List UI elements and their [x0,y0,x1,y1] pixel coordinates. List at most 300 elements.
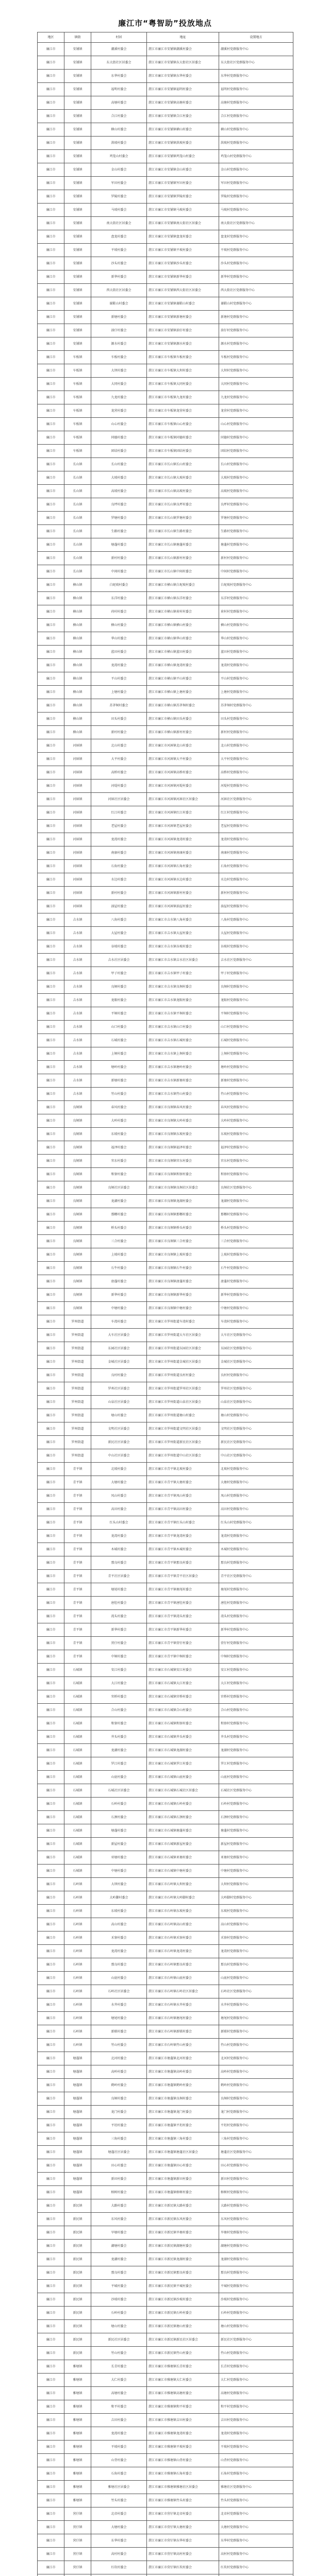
cell-town: 良垌镇 [64,1248,91,1262]
table-row [38,2280,293,2293]
cell-region: 廉江市 [38,1637,64,1650]
cell-village: 横山村委会 [91,619,147,632]
cell-village: 大屋村委会 [91,927,147,940]
cell-region: 廉江市 [38,954,64,967]
table-row [38,1998,293,2012]
cell-address: 湛江市廉江市石岭镇那良村委会 [147,1958,219,1972]
cell-region: 廉江市 [38,1275,64,1289]
cell-address: 湛江市廉江市车板镇山心村委会 [147,418,219,431]
table-row [38,230,293,244]
cell-region: 廉江市 [38,1878,64,1891]
table-row [38,1329,293,1342]
cell-address: 湛江市廉江市安铺镇马坡村委会 [147,204,219,217]
cell-village: 高坡村委会 [91,485,147,498]
cell-location: 东华村党群服务中心 [219,2534,293,2548]
cell-village: 良垌村委会 [91,980,147,994]
table-row [38,860,293,873]
cell-location: 井头村党群服务中心 [219,1731,293,1744]
table-row [38,1784,293,1798]
cell-location: 东坡村党群服务中心 [219,1128,293,1141]
cell-town: 吉水镇 [64,1088,91,1101]
cell-region: 廉江市 [38,2441,64,2454]
cell-village: 那良村委会 [91,1958,147,1972]
cell-location: 大同村党群服务中心 [219,378,293,391]
cell-town: 良垌镇 [64,1302,91,1315]
cell-location: 北帝村党群服务中心 [219,2507,293,2521]
cell-region: 廉江市 [38,592,64,605]
cell-region: 廉江市 [38,686,64,699]
cell-address: 湛江市廉江市石城镇官桥村委会 [147,1690,219,1704]
cell-location: 新村村党群服务中心 [219,887,293,900]
cell-address: 湛江市廉江市车板镇车板村委会 [147,351,219,364]
cell-town: 横山镇 [64,659,91,672]
cell-location: 平城村党群服务中心 [219,2280,293,2293]
cell-address: 湛江市廉江市安铺镇合江村委会 [147,110,219,123]
cell-town: 长山镇 [64,525,91,538]
cell-address: 湛江市廉江市雅塘镇山背村委会 [147,2454,219,2467]
table-row [38,217,293,230]
table-row [38,1101,293,1114]
cell-region: 廉江市 [38,1061,64,1074]
cell-village: 高田村委会 [91,1503,147,1516]
cell-town: 横山镇 [64,605,91,619]
cell-address: 湛江市廉江市青平镇高田村委会 [147,1503,219,1516]
cell-town: 石岭镇 [64,1931,91,1945]
cell-region: 廉江市 [38,1650,64,1664]
cell-address: 湛江市廉江市吉水镇谷坡村委会 [147,940,219,954]
cell-location: 文明社区党群服务中心 [219,1422,293,1436]
cell-region: 廉江市 [38,1315,64,1329]
cell-region: 廉江市 [38,2199,64,2213]
cell-location: 高田村党群服务中心 [219,1503,293,1516]
cell-location: 竹山村党群服务中心 [219,1088,293,1101]
cell-region: 廉江市 [38,70,64,83]
cell-town: 河唇镇 [64,753,91,766]
cell-region: 廉江市 [38,1972,64,1985]
table-row [38,1168,293,1181]
table-row [38,244,293,257]
cell-village: 大同村委会 [91,378,147,391]
cell-region: 廉江市 [38,994,64,1007]
cell-town: 石城镇 [64,1798,91,1811]
cell-village: 平坦村委会 [91,2119,147,2132]
table-row [38,2427,293,2441]
cell-village: 官东村委会 [91,1155,147,1168]
cell-address: 湛江市廉江市良垌镇桥头村委会 [147,1222,219,1235]
cell-location: 龙湖村党群服务中心 [219,2253,293,2266]
table-row [38,2441,293,2454]
cell-location: 横山村党群服务中心 [219,619,293,632]
table-row [38,1195,293,1208]
cell-region: 廉江市 [38,217,64,230]
cell-location: 亚塘村党群服务中心 [219,1851,293,1865]
table-row [38,2106,293,2119]
cell-town: 塘蓬镇 [64,2159,91,2173]
table-row [38,1677,293,1690]
table-row [38,1208,293,1222]
table-row [38,2199,293,2213]
cell-location: 谷坡村党群服务中心 [219,940,293,954]
cell-town: 安铺镇 [64,311,91,324]
cell-location: 塘岭村党群服务中心 [219,1061,293,1074]
cell-village: 木城村委会 [91,1543,147,1556]
table-row [38,2561,293,2574]
cell-town: 营仔镇 [64,2507,91,2521]
table-row [38,1382,293,1396]
cell-address: 湛江市廉江市塘蓬镇龙门村委会 [147,2106,219,2119]
cell-location: 湖塘村党群服务中心 [219,2240,293,2253]
cell-region: 廉江市 [38,458,64,471]
table-row [38,1047,293,1061]
cell-region: 廉江市 [38,1556,64,1570]
cell-town: 石岭镇 [64,1998,91,2012]
cell-town: 青平镇 [64,1570,91,1583]
cell-town: 石岭镇 [64,1918,91,1931]
cell-address: 湛江市廉江市长山镇中间村委会 [147,565,219,579]
cell-address: 湛江市廉江市营仔镇北帝村委会 [147,2507,219,2521]
cell-village: 大坝村委会 [91,364,147,378]
cell-region: 廉江市 [38,1007,64,1021]
cell-address: 湛江市廉江市安铺镇新塘村委会 [147,311,219,324]
cell-village: 山底村委会 [91,1771,147,1784]
cell-location: 和寮村党群服务中心 [219,1717,293,1731]
cell-address: 湛江市廉江市雅塘镇大仁村委会 [147,2374,219,2387]
table-row [38,913,293,927]
cell-location: 北山村党群服务中心 [219,739,293,753]
cell-village: 源水村委会 [91,337,147,351]
cell-address: 湛江市廉江市石岭镇竹山村委会 [147,2039,219,2052]
cell-location: 新屋村党群服务中心 [219,1838,293,1851]
cell-region: 廉江市 [38,2387,64,2400]
cell-address: 湛江市廉江市横山镇蓝田村委会 [147,646,219,659]
cell-village: 中山社区居委会 [91,1449,147,1463]
cell-town: 安铺镇 [64,43,91,56]
table-row [38,1637,293,1650]
table-row [38,1918,293,1931]
cell-region: 廉江市 [38,1891,64,1905]
cell-village: 和平村委会 [91,2400,147,2414]
table-row [38,2521,293,2534]
cell-location: 唐肚村党群服务中心 [219,1597,293,1610]
table-row [38,1516,293,1530]
table-row [38,1958,293,1972]
cell-town: 长山镇 [64,471,91,485]
cell-address: 湛江市廉江市横山镇横山村委会 [147,619,219,632]
cell-region: 廉江市 [38,2454,64,2467]
cell-village: 九龙村委会 [91,391,147,404]
table-row [38,1891,293,1905]
table-row [38,2253,293,2266]
cell-address: 湛江市廉江市车板镇团结村委会 [147,445,219,458]
cell-region: 廉江市 [38,2092,64,2106]
cell-town: 河唇镇 [64,766,91,779]
cell-town: 新民镇 [64,2347,91,2360]
cell-address: 湛江市廉江市罗州街道车湾村委会 [147,1315,219,1329]
table-row [38,1690,293,1704]
header-address: 地址 [147,32,219,43]
cell-location: 南大街社区党群服务中心 [219,217,293,230]
cell-region: 廉江市 [38,538,64,552]
cell-address: 湛江市廉江市吉水镇大屋村委会 [147,927,219,940]
cell-region: 廉江市 [38,2360,64,2374]
cell-region: 廉江市 [38,2159,64,2173]
cell-village: 合江村委会 [91,110,147,123]
cell-location: 那榔村党群服务中心 [219,1208,293,1222]
cell-address: 湛江市廉江市长山镇新村村委会 [147,552,219,565]
cell-village: 那榔村委会 [91,1208,147,1222]
cell-location: 良垌村党群服务中心 [219,980,293,994]
cell-location: 盘龙村党群服务中心 [219,230,293,244]
cell-region: 廉江市 [38,2266,64,2280]
cell-region: 廉江市 [38,1690,64,1704]
table-row [38,605,293,619]
cell-town: 良垌镇 [64,1168,91,1181]
table-row [38,1838,293,1851]
cell-address: 湛江市廉江市营仔镇高村村委会 [147,2548,219,2561]
cell-village: 东洋村委会 [91,592,147,605]
cell-town: 吉水镇 [64,954,91,967]
cell-address: 湛江市廉江市新民镇新民社区居委会 [147,2333,219,2347]
cell-location: 马坡村党群服务中心 [219,204,293,217]
table-row [38,2414,293,2427]
cell-town: 石岭镇 [64,2039,91,2052]
cell-village: 官桥村委会 [91,1690,147,1704]
table-row [38,940,293,954]
header-location: 设置地方 [219,32,293,43]
cell-location: 三角村党群服务中心 [219,2132,293,2146]
cell-location: 龙湖村党群服务中心 [219,1744,293,1757]
cell-address: 湛江市廉江市石城镇大江村委会 [147,1677,219,1690]
cell-location: 官桥村党群服务中心 [219,1690,293,1704]
table-row [38,1463,293,1476]
cell-region: 廉江市 [38,860,64,873]
cell-town: 安铺镇 [64,257,91,270]
cell-town: 吉水镇 [64,1007,91,1021]
cell-location: 鸡笼山村党群服务中心 [219,150,293,163]
cell-address: 湛江市廉江市新民镇大路村委会 [147,2199,219,2213]
cell-region: 廉江市 [38,1248,64,1262]
table-row [38,2146,293,2159]
cell-location: 中山社区党群服务中心 [219,1449,293,1463]
cell-village: 平城村委会 [91,2280,147,2293]
cell-address: 湛江市廉江市吉水镇平垌村委会 [147,1007,219,1021]
cell-address: 湛江市廉江市塘蓬镇塘蓬社区居委会 [147,2146,219,2159]
cell-town: 石城镇 [64,1677,91,1690]
cell-address: 湛江市廉江市横山镇东洋村委会 [147,592,219,605]
cell-town: 营仔镇 [64,2521,91,2534]
cell-region: 廉江市 [38,1784,64,1798]
cell-village: 北河村委会 [91,2052,147,2065]
cell-address: 湛江市廉江市青平镇红头山村委会 [147,1516,219,1530]
cell-town: 青平镇 [64,1530,91,1543]
cell-address: 湛江市廉江市雅塘镇龙湾村委会 [147,2427,219,2441]
table-row [38,70,293,83]
cell-town: 吉水镇 [64,1034,91,1047]
cell-location: 中塘村党群服务中心 [219,1865,293,1878]
cell-village: 中垌村委会 [91,1650,147,1664]
table-row [38,190,293,204]
table-row [38,1422,293,1436]
cell-region: 廉江市 [38,846,64,860]
cell-village: 合山村委会 [91,1704,147,1717]
cell-region: 廉江市 [38,1034,64,1047]
table-row [38,110,293,123]
cell-town: 罗州街道 [64,1342,91,1355]
cell-town: 罗州街道 [64,1422,91,1436]
cell-address [147,2574,219,2576]
cell-town: 雅塘镇 [64,2427,91,2441]
cell-village: 新民社区居委会 [91,2333,147,2347]
table-row [38,1824,293,1838]
table-row [38,1141,293,1155]
cell-village: 新村村委会 [91,726,147,739]
cell-address: 湛江市廉江市吉水镇新塘村委会 [147,1074,219,1088]
cell-address: 湛江市廉江市良垌镇福泽村委会 [147,1141,219,1155]
cell-town: 雅塘镇 [64,2400,91,2414]
cell-address: 湛江市廉江市塘蓬镇榕树村委会 [147,2186,219,2199]
cell-town: 车板镇 [64,364,91,378]
cell-region: 廉江市 [38,2025,64,2039]
cell-town: 青平镇 [64,1597,91,1610]
cell-location: 大岭村党群服务中心 [219,1114,293,1128]
cell-village: 田心村委会 [91,2159,147,2173]
cell-town: 新民镇 [64,2307,91,2320]
table-row [38,2347,293,2360]
table-row [38,1021,293,1034]
table-row [38,900,293,913]
cell-location: 和平村党群服务中心 [219,2400,293,2414]
cell-town: 横山镇 [64,592,91,605]
table-row [38,1623,293,1637]
cell-region: 廉江市 [38,1824,64,1838]
cell-address: 湛江市廉江市新民镇湖塘村委会 [147,2240,219,2253]
header-region: 地区 [38,32,64,43]
cell-location: 新村村党群服务中心 [219,726,293,739]
cell-village: 三角村委会 [91,2132,147,2146]
table-row [38,150,293,163]
cell-town: 新民镇 [64,2266,91,2280]
cell-region: 廉江市 [38,1918,64,1931]
cell-address: 湛江市廉江市石岭镇新联村委会 [147,2025,219,2039]
cell-village: 军田村委会 [91,177,147,190]
cell-village: 金山村委会 [91,163,147,177]
cell-region: 廉江市 [38,2213,64,2226]
cell-village: 大塘村委会 [91,1476,147,1489]
cell-location: 田头村党群服务中心 [219,713,293,726]
cell-address: 湛江市廉江市罗州街道山泉社区居委会 [147,1396,219,1409]
cell-location: 上塘村党群服务中心 [219,686,293,699]
cell-town: 雅塘镇 [64,2494,91,2507]
cell-address: 湛江市廉江市吉水镇竹山村委会 [147,1088,219,1101]
cell-address: 湛江市廉江市吉水镇甲子村委会 [147,967,219,980]
cell-region: 廉江市 [38,2400,64,2414]
cell-address: 湛江市廉江市新民镇塘山村委会 [147,2320,219,2333]
table-row [38,391,293,404]
table-row [38,458,293,471]
cell-address: 湛江市廉江市安铺镇潮溪村委会 [147,43,219,56]
cell-town: 青平镇 [64,1516,91,1530]
cell-region: 廉江市 [38,1704,64,1717]
table-row [38,1088,293,1101]
cell-village: 竹山村委会 [91,2039,147,2052]
cell-location: 山背村党群服务中心 [219,2454,293,2467]
cell-region: 廉江市 [38,1865,64,1878]
cell-location: 龙湖村党群服务中心 [219,1195,293,1208]
cell-town: 安铺镇 [64,70,91,83]
cell-address: 湛江市廉江市安铺镇新华村委会 [147,270,219,284]
cell-town: 长山镇 [64,512,91,525]
cell-town: 安铺镇 [64,337,91,351]
cell-town: 石城镇 [64,1690,91,1704]
cell-town: 长山镇 [64,538,91,552]
cell-region: 廉江市 [38,137,64,150]
table-row [38,1664,293,1677]
cell-region: 廉江市 [38,1931,64,1945]
cell-region: 廉江市 [38,1945,64,1958]
cell-region: 廉江市 [38,471,64,485]
cell-address: 湛江市廉江市车板镇大坝村委会 [147,364,219,378]
table-row [38,1610,293,1623]
cell-village: 竹山村委会 [91,2347,147,2360]
cell-region: 廉江市 [38,1516,64,1530]
table-row [38,2079,293,2092]
cell-region: 廉江市 [38,967,64,980]
table-row [38,579,293,592]
cell-address: 湛江市廉江市新民镇那良村委会 [147,2266,219,2280]
cell-address: 湛江市廉江市青平镇北坡村委会 [147,1463,219,1476]
cell-town: 河唇镇 [64,900,91,913]
cell-town: 吉水镇 [64,1047,91,1061]
table-row [38,1798,293,1811]
cell-address: 湛江市廉江市良垌镇龙湖村委会 [147,1195,219,1208]
cell-address: 湛江市廉江市雅塘镇石角村委会 [147,2467,219,2481]
table-row [38,2534,293,2548]
cell-address: 湛江市廉江市罗州街道罗州社区居委会 [147,1382,219,1396]
cell-address: 湛江市廉江市车板镇同德村委会 [147,431,219,445]
table-row [38,485,293,498]
cell-location: 红江村党群服务中心 [219,806,293,820]
cell-town: 车板镇 [64,431,91,445]
table-row [38,1811,293,1824]
cell-town: 吉水镇 [64,967,91,980]
cell-location: 源水村党群服务中心 [219,337,293,351]
cell-town: 塘蓬镇 [64,2186,91,2199]
table-row [38,672,293,686]
table-row [38,1436,293,1449]
cell-region: 廉江市 [38,713,64,726]
cell-address: 湛江市廉江市石城镇石岭村委会 [147,1798,219,1811]
cell-address: 湛江市廉江市石岭镇禾寮村委会 [147,1931,219,1945]
cell-town: 横山镇 [64,686,91,699]
cell-address: 湛江市廉江市石城镇石城社区居委会 [147,1784,219,1798]
cell-address: 湛江市廉江市石城镇亚塘村委会 [147,1851,219,1865]
cell-village: 石城村委会 [91,1034,147,1047]
cell-address: 湛江市廉江市河唇镇南康村委会 [147,846,219,860]
cell-location: 良垌村党群服务中心 [219,2092,293,2106]
cell-region: 廉江市 [38,1717,64,1731]
cell-region: 廉江市 [38,646,64,659]
cell-region: 廉江市 [38,1771,64,1784]
cell-village: 三合村委会 [91,1235,147,1248]
cell-address: 湛江市廉江市青平镇塘尾村委会 [147,1583,219,1597]
cell-town: 青平镇 [64,1637,91,1650]
table-row [38,2333,293,2347]
cell-region: 廉江市 [38,1664,64,1677]
cell-address: 湛江市廉江市青平镇青平社区居委会 [147,1570,219,1583]
cell-town: 雅塘镇 [64,2387,91,2400]
cell-region: 廉江市 [38,1958,64,1972]
cell-region: 廉江市 [38,56,64,70]
